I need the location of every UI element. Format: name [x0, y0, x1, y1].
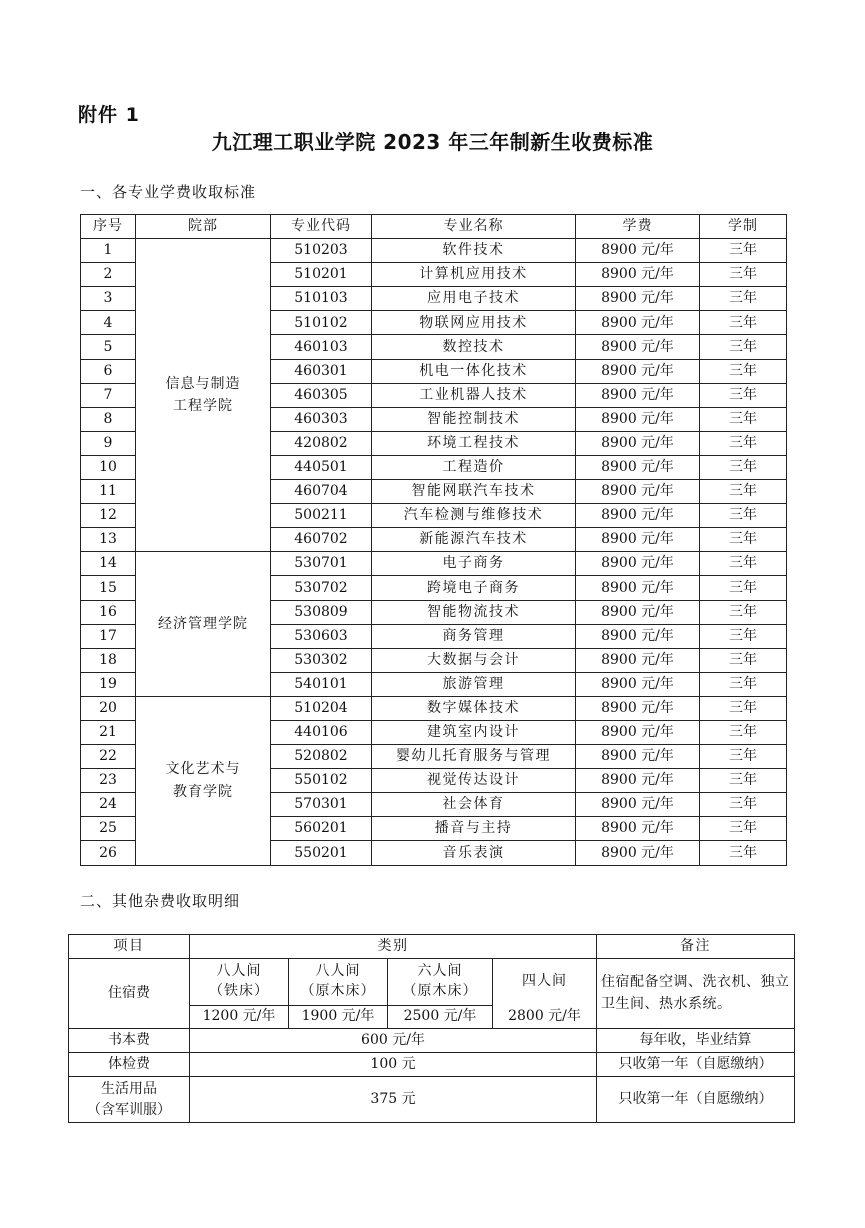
- fee-item: 体检费: [69, 1053, 190, 1077]
- room-price: 2500 元/年: [388, 1006, 493, 1029]
- row-number: 6: [81, 359, 136, 383]
- tuition-fee: 8900 元/年: [576, 576, 700, 600]
- fee-item: 书本费: [69, 1029, 190, 1053]
- section-heading-tuition: 一、各专业学费收取标准: [80, 183, 257, 201]
- major-code: 560201: [271, 817, 372, 841]
- header-major-code: 专业代码: [271, 215, 372, 239]
- department-name: 信息与制造: [165, 375, 241, 392]
- row-number: 4: [81, 311, 136, 335]
- row-number: 7: [81, 383, 136, 407]
- room-bed: （原木床）: [300, 983, 376, 999]
- row-number: 8: [81, 407, 136, 431]
- study-duration: 三年: [700, 359, 787, 383]
- study-duration: 三年: [700, 480, 787, 504]
- tuition-fee: 8900 元/年: [576, 311, 700, 335]
- study-duration: 三年: [700, 407, 787, 431]
- fee-remark: 只收第一年（自愿缴纳）: [597, 1053, 795, 1077]
- major-code: 510203: [271, 239, 372, 263]
- study-duration: 三年: [700, 455, 787, 479]
- fee-item: 生活用品: [101, 1080, 157, 1097]
- row-number: 2: [81, 263, 136, 287]
- study-duration: 三年: [700, 720, 787, 744]
- major-code: 510103: [271, 287, 372, 311]
- room-bed: （铁床）: [209, 983, 269, 999]
- header-duration: 学制: [700, 215, 787, 239]
- major-name: 旅游管理: [372, 672, 576, 696]
- row-number: 23: [81, 769, 136, 793]
- study-duration: 三年: [700, 793, 787, 817]
- major-name: 婴幼儿托育服务与管理: [372, 745, 576, 769]
- major-name: 建筑室内设计: [372, 720, 576, 744]
- major-code: 550102: [271, 769, 372, 793]
- department-cell: [136, 552, 271, 697]
- tuition-fee: 8900 元/年: [576, 335, 700, 359]
- major-name: 商务管理: [372, 624, 576, 648]
- physical-exam-fee-row: [69, 1053, 795, 1077]
- department-name: 经济管理学院: [158, 615, 248, 632]
- other-fees-table: [68, 934, 795, 1123]
- section-heading-other-fees: 二、其他杂费收取明细: [80, 892, 241, 910]
- major-code: 510201: [271, 263, 372, 287]
- tuition-row: [81, 696, 787, 720]
- room-type: 六人间: [417, 963, 463, 980]
- major-name: 大数据与会计: [372, 648, 576, 672]
- row-number: 24: [81, 793, 136, 817]
- tuition-fee: 8900 元/年: [576, 359, 700, 383]
- tuition-fee: 8900 元/年: [576, 672, 700, 696]
- tuition-fee: 8900 元/年: [576, 745, 700, 769]
- major-code: 460301: [271, 359, 372, 383]
- tuition-fee: 8900 元/年: [576, 480, 700, 504]
- study-duration: 三年: [700, 239, 787, 263]
- room-type-cell: [493, 959, 597, 1006]
- major-code: 530603: [271, 624, 372, 648]
- study-duration: 三年: [700, 552, 787, 576]
- row-number: 17: [81, 624, 136, 648]
- study-duration: 三年: [700, 769, 787, 793]
- major-name: 智能控制技术: [372, 407, 576, 431]
- department-name: 文化艺术与: [165, 761, 241, 778]
- tuition-fee: 8900 元/年: [576, 696, 700, 720]
- row-number: 16: [81, 600, 136, 624]
- study-duration: 三年: [700, 431, 787, 455]
- major-code: 460305: [271, 383, 372, 407]
- major-code: 540101: [271, 672, 372, 696]
- major-name: 视觉传达设计: [372, 769, 576, 793]
- major-code: 530302: [271, 648, 372, 672]
- row-number: 26: [81, 841, 136, 865]
- room-type-cell: [388, 959, 493, 1006]
- major-name: 智能物流技术: [372, 600, 576, 624]
- study-duration: 三年: [700, 311, 787, 335]
- study-duration: 三年: [700, 817, 787, 841]
- room-price: 1900 元/年: [289, 1006, 388, 1029]
- fees-header-category: 类别: [190, 935, 597, 959]
- major-name: 社会体育: [372, 793, 576, 817]
- header-major-name: 专业名称: [372, 215, 576, 239]
- tuition-fee: 8900 元/年: [576, 552, 700, 576]
- header-tuition: 学费: [576, 215, 700, 239]
- major-name: 汽车检测与维修技术: [372, 504, 576, 528]
- tuition-fee: 8900 元/年: [576, 841, 700, 865]
- fee-item-cell: [69, 1077, 190, 1123]
- major-name: 工业机器人技术: [372, 383, 576, 407]
- major-name: 应用电子技术: [372, 287, 576, 311]
- major-name: 计算机应用技术: [372, 263, 576, 287]
- room-price: 1200 元/年: [190, 1006, 289, 1029]
- row-number: 5: [81, 335, 136, 359]
- accommodation-row: [69, 959, 795, 1006]
- row-number: 10: [81, 455, 136, 479]
- major-code: 570301: [271, 793, 372, 817]
- major-code: 510204: [271, 696, 372, 720]
- study-duration: 三年: [700, 383, 787, 407]
- row-number: 14: [81, 552, 136, 576]
- row-number: 11: [81, 480, 136, 504]
- study-duration: 三年: [700, 287, 787, 311]
- department-name: 教育学院: [173, 783, 233, 800]
- major-code: 440501: [271, 455, 372, 479]
- major-code: 530702: [271, 576, 372, 600]
- header-department: 院部: [136, 215, 271, 239]
- row-number: 18: [81, 648, 136, 672]
- study-duration: 三年: [700, 576, 787, 600]
- fee-amount: 100 元: [190, 1053, 597, 1077]
- tuition-fee: 8900 元/年: [576, 263, 700, 287]
- fee-remark: 每年收，毕业结算: [597, 1029, 795, 1053]
- major-name: 数字媒体技术: [372, 696, 576, 720]
- major-code: 500211: [271, 504, 372, 528]
- tuition-fee: 8900 元/年: [576, 528, 700, 552]
- attachment-label: 附件 1: [78, 104, 140, 126]
- tuition-row: [81, 239, 787, 263]
- fee-amount: 600 元/年: [190, 1029, 597, 1053]
- tuition-fee: 8900 元/年: [576, 504, 700, 528]
- major-name: 跨境电子商务: [372, 576, 576, 600]
- room-type-cell: [190, 959, 289, 1006]
- major-name: 工程造价: [372, 455, 576, 479]
- major-name: 环境工程技术: [372, 431, 576, 455]
- study-duration: 三年: [700, 504, 787, 528]
- major-name: 物联网应用技术: [372, 311, 576, 335]
- row-number: 22: [81, 745, 136, 769]
- row-number: 1: [81, 239, 136, 263]
- department-cell: [136, 696, 271, 865]
- major-name: 播音与主持: [372, 817, 576, 841]
- study-duration: 三年: [700, 528, 787, 552]
- row-number: 21: [81, 720, 136, 744]
- major-code: 530701: [271, 552, 372, 576]
- row-number: 15: [81, 576, 136, 600]
- major-name: 软件技术: [372, 239, 576, 263]
- major-name: 新能源汽车技术: [372, 528, 576, 552]
- study-duration: 三年: [700, 624, 787, 648]
- daily-supplies-fee-row: [69, 1077, 795, 1123]
- row-number: 3: [81, 287, 136, 311]
- accommodation-remark: 住宿配备空调、洗衣机、独立卫生间、热水系统。: [597, 959, 795, 1029]
- fee-remark: 只收第一年（自愿缴纳）: [597, 1077, 795, 1123]
- tuition-fee: 8900 元/年: [576, 769, 700, 793]
- tuition-fee: 8900 元/年: [576, 817, 700, 841]
- row-number: 12: [81, 504, 136, 528]
- tuition-fee: 8900 元/年: [576, 793, 700, 817]
- room-bed: （原木床）: [402, 983, 478, 999]
- accommodation-item: 住宿费: [69, 959, 190, 1029]
- fees-header-row: [69, 935, 795, 959]
- study-duration: 三年: [700, 263, 787, 287]
- books-fee-row: [69, 1029, 795, 1053]
- major-code: 530809: [271, 600, 372, 624]
- major-code: 460702: [271, 528, 372, 552]
- fee-item-note: （含军训服）: [87, 1101, 171, 1118]
- room-price: 2800 元/年: [493, 1006, 597, 1029]
- department-cell: [136, 239, 271, 552]
- row-number: 25: [81, 817, 136, 841]
- major-code: 460303: [271, 407, 372, 431]
- document-title: 九江理工职业学院 2023 年三年制新生收费标准: [211, 130, 654, 154]
- tuition-row: [81, 552, 787, 576]
- major-code: 550201: [271, 841, 372, 865]
- tuition-fee: 8900 元/年: [576, 720, 700, 744]
- room-type: 八人间: [315, 963, 361, 980]
- tuition-fee: 8900 元/年: [576, 431, 700, 455]
- tuition-fee: 8900 元/年: [576, 407, 700, 431]
- department-name: 工程学院: [173, 398, 233, 415]
- study-duration: 三年: [700, 841, 787, 865]
- tuition-header-row: [81, 215, 787, 239]
- tuition-fee: 8900 元/年: [576, 600, 700, 624]
- major-code: 520802: [271, 745, 372, 769]
- fees-header-item: 项目: [69, 935, 190, 959]
- study-duration: 三年: [700, 672, 787, 696]
- study-duration: 三年: [700, 335, 787, 359]
- row-number: 13: [81, 528, 136, 552]
- study-duration: 三年: [700, 745, 787, 769]
- row-number: 9: [81, 431, 136, 455]
- tuition-fee: 8900 元/年: [576, 624, 700, 648]
- study-duration: 三年: [700, 600, 787, 624]
- room-type-cell: [289, 959, 388, 1006]
- study-duration: 三年: [700, 648, 787, 672]
- tuition-fee: 8900 元/年: [576, 287, 700, 311]
- fees-header-remark: 备注: [597, 935, 795, 959]
- row-number: 19: [81, 672, 136, 696]
- tuition-table: [80, 214, 787, 866]
- row-number: 20: [81, 696, 136, 720]
- room-type: 八人间: [216, 963, 262, 980]
- tuition-fee: 8900 元/年: [576, 383, 700, 407]
- major-name: 机电一体化技术: [372, 359, 576, 383]
- major-code: 510102: [271, 311, 372, 335]
- major-code: 460704: [271, 480, 372, 504]
- study-duration: 三年: [700, 696, 787, 720]
- major-name: 音乐表演: [372, 841, 576, 865]
- major-code: 460103: [271, 335, 372, 359]
- tuition-fee: 8900 元/年: [576, 648, 700, 672]
- major-name: 智能网联汽车技术: [372, 480, 576, 504]
- major-code: 440106: [271, 720, 372, 744]
- tuition-fee: 8900 元/年: [576, 239, 700, 263]
- major-code: 420802: [271, 431, 372, 455]
- major-name: 电子商务: [372, 552, 576, 576]
- tuition-fee: 8900 元/年: [576, 455, 700, 479]
- fee-amount: 375 元: [190, 1077, 597, 1123]
- major-name: 数控技术: [372, 335, 576, 359]
- header-no: 序号: [81, 215, 136, 239]
- room-type: 四人间: [522, 973, 567, 990]
